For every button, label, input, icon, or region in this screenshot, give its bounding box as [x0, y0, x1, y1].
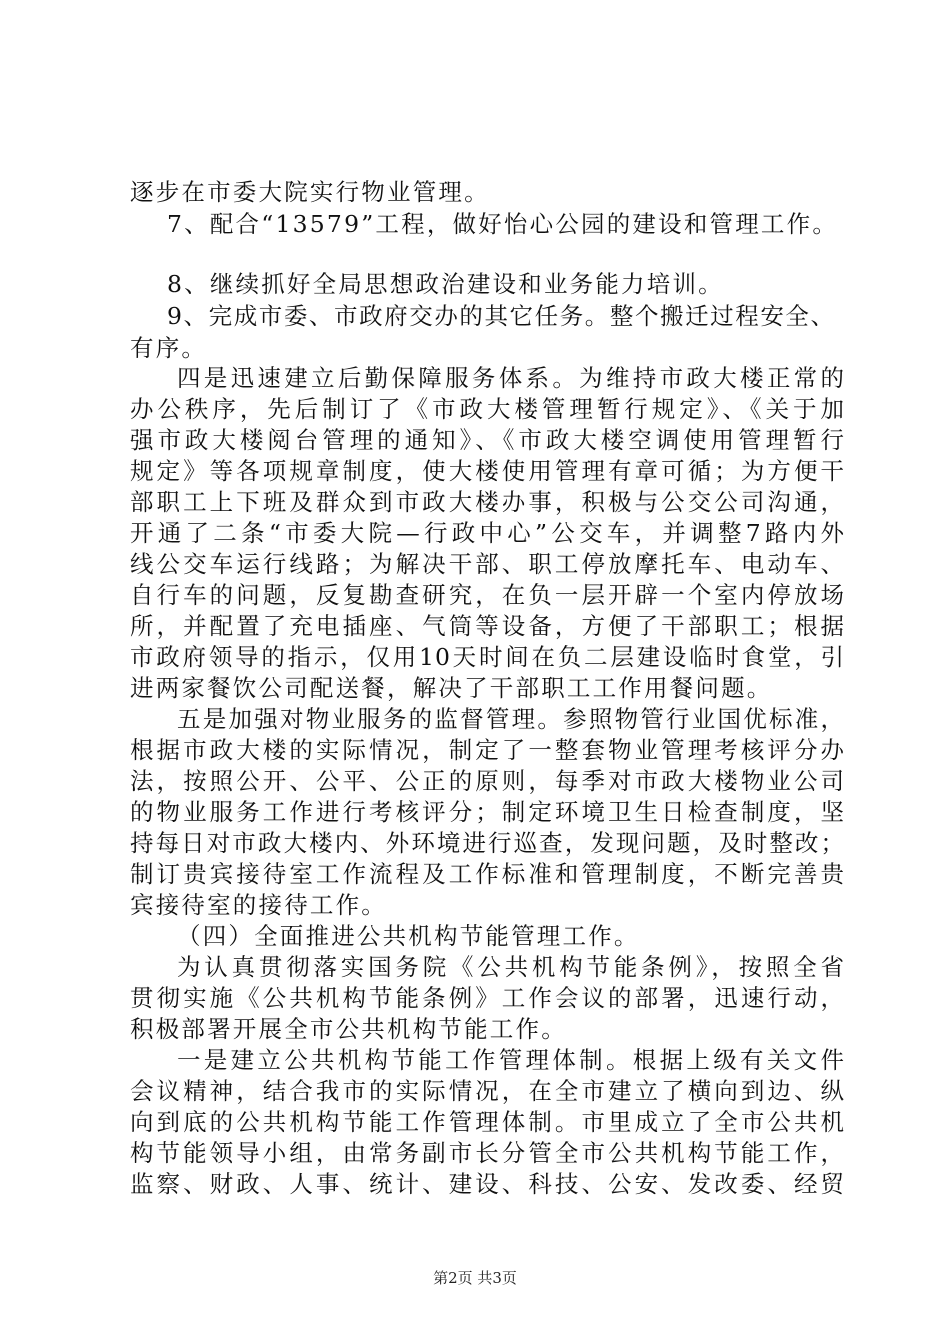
- paragraph-line: 为认真贯彻落实国务院《公共机构节能条例》，按照全省: [177, 953, 845, 981]
- paragraph-line: 五是加强对物业服务的监督管理。参照物管行业国优标准，: [177, 705, 845, 733]
- paragraph-line: 线公交车运行线路；为解决干部、职工停放摩托车、电动车、: [130, 550, 845, 578]
- text-line: 逐步在市委大院实行物业管理。: [130, 178, 490, 206]
- paragraph-line: 根据市政大楼的实际情况，制定了一整套物业管理考核评分办: [130, 736, 845, 764]
- paragraph-line: 强市政大楼阅台管理的通知》、《市政大楼空调使用管理暂行: [130, 426, 845, 454]
- paragraph-line: 四是迅速建立后勤保障服务体系。为维持市政大楼正常的: [177, 364, 845, 392]
- paragraph-line: 进两家餐饮公司配送餐，解决了干部职工工作用餐问题。: [130, 674, 773, 702]
- paragraph-line: 的物业服务工作进行考核评分；制定环境卫生日检查制度，坚: [130, 798, 845, 826]
- list-item: 7、配合“13579”工程，做好怡心公园的建设和管理工作。: [167, 210, 839, 238]
- list-item: 8、继续抓好全局思想政治建设和业务能力培训。: [167, 270, 724, 298]
- paragraph-line: 贯彻实施《公共机构节能条例》工作会议的部署，迅速行动，: [130, 984, 845, 1012]
- page-number-footer: 第2页 共3页: [433, 1269, 517, 1287]
- paragraph-line: 一是建立公共机构节能工作管理体制。根据上级有关文件: [177, 1046, 845, 1074]
- paragraph-line: 办公秩序，先后制订了《市政大楼管理暂行规定》、《关于加: [130, 395, 845, 423]
- list-item: 9、完成市委、市政府交办的其它任务。整个搬迁过程安全、: [167, 302, 835, 330]
- paragraph-line: 积极部署开展全市公共机构节能工作。: [130, 1015, 567, 1043]
- paragraph-line: 向到底的公共机构节能工作管理体制。市里成立了全市公共机: [130, 1108, 845, 1136]
- paragraph-line: 持每日对市政大楼内、外环境进行巡查，发现问题，及时整改；: [130, 829, 845, 857]
- paragraph-line: 部职工上下班及群众到市政大楼办事，积极与公交公司沟通，: [130, 488, 845, 516]
- paragraph-line: 构节能领导小组，由常务副市长分管全市公共机构节能工作，: [130, 1139, 845, 1167]
- paragraph-line: 所，并配置了充电插座、气筒等设备，方便了干部职工；根据: [130, 612, 845, 640]
- paragraph-line: 市政府领导的指示，仅用10天时间在负二层建设临时食堂，引: [130, 643, 845, 671]
- paragraph-line: 法，按照公开、公平、公正的原则，每季对市政大楼物业公司: [130, 767, 845, 795]
- text-line: 有序。: [130, 334, 208, 362]
- paragraph-line: 宾接待室的接待工作。: [130, 891, 387, 919]
- document-body: [130, 0, 845, 1344]
- paragraph-line: 自行车的问题，反复勘查研究，在负一层开辟一个室内停放场: [130, 581, 845, 609]
- paragraph-line: 开通了二条“市委大院—行政中心”公交车，并调整7路内外: [130, 519, 845, 547]
- paragraph-line: 监察、财政、人事、统计、建设、科技、公安、发改委、经贸: [130, 1170, 845, 1198]
- paragraph-line: 会议精神，结合我市的实际情况，在全市建立了横向到边、纵: [130, 1077, 845, 1105]
- section-heading: （四）全面推进公共机构节能管理工作。: [177, 922, 640, 950]
- paragraph-line: 规定》等各项规章制度，使大楼使用管理有章可循；为方便干: [130, 457, 845, 485]
- paragraph-line: 制订贵宾接待室工作流程及工作标准和管理制度，不断完善贵: [130, 860, 845, 888]
